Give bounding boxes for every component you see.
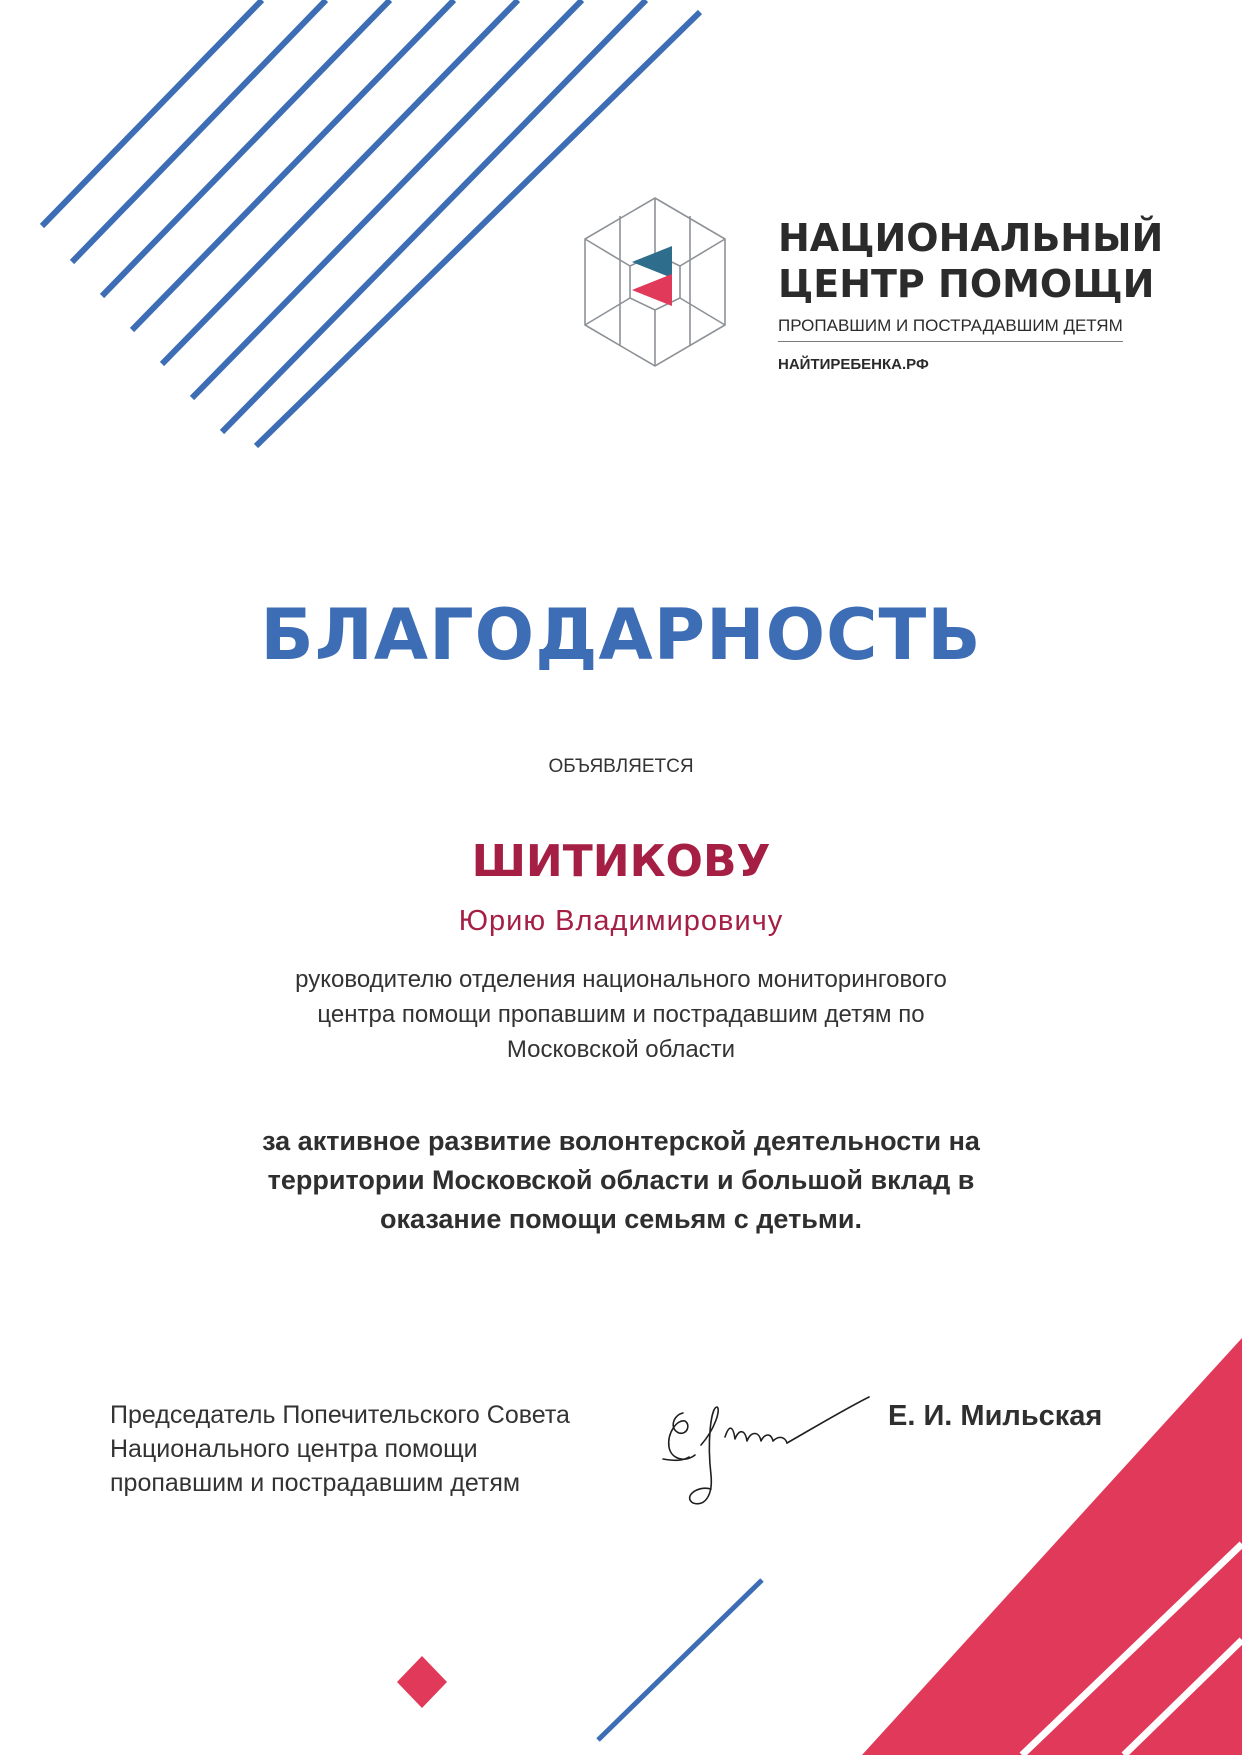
red-diamond (397, 1656, 447, 1708)
org-name-line2: ЦЕНТР ПОМОЩИ (778, 262, 1155, 306)
signer-title-line: Председатель Попечительского Совета (110, 1401, 570, 1429)
document-title: БЛАГОДАРНОСТЬ (260, 594, 982, 676)
organization-block (778, 216, 1164, 373)
signer-title (110, 1398, 670, 1500)
recipient-position (180, 962, 1062, 1067)
reason-line: территории Московской области и большой вклад в (267, 1165, 975, 1195)
position-line: руководителю отделения национального мониторингового (295, 966, 947, 993)
position-line: центра помощи пропавшим и пострадавшим детям по (317, 1001, 925, 1028)
position-line: Московской области (506, 1036, 736, 1063)
org-subtitle: ПРОПАВШИМ И ПОСТРАДАВШИМ ДЕТЯМ (778, 316, 1123, 342)
announce-text: ОБЪЯВЛЯЕТСЯ (548, 756, 694, 777)
signer-title-line: пропавшим и пострадавшим детям (110, 1469, 521, 1497)
bottom-blue-stripe (598, 1580, 762, 1740)
org-website: НАЙТИРЕБЕНКА.РФ (778, 356, 929, 373)
signer-title-line: Национального центра помощи (110, 1435, 478, 1463)
reason-line: за активное развитие волонтерской деятельности на (262, 1126, 980, 1156)
signer-name: Е. И. Мильская (888, 1400, 1103, 1432)
org-name-line1: НАЦИОНАЛЬНЫЙ (778, 216, 1164, 260)
handwritten-signature (655, 1385, 875, 1525)
award-reason (150, 1122, 1092, 1239)
reason-line: оказание помощи семьям с детьми. (380, 1204, 862, 1234)
recipient-surname: ШИТИКОВУ (471, 836, 771, 887)
recipient-given-name: Юрию Владимировичу (458, 905, 784, 937)
hexagon-logo-icon (580, 196, 730, 368)
